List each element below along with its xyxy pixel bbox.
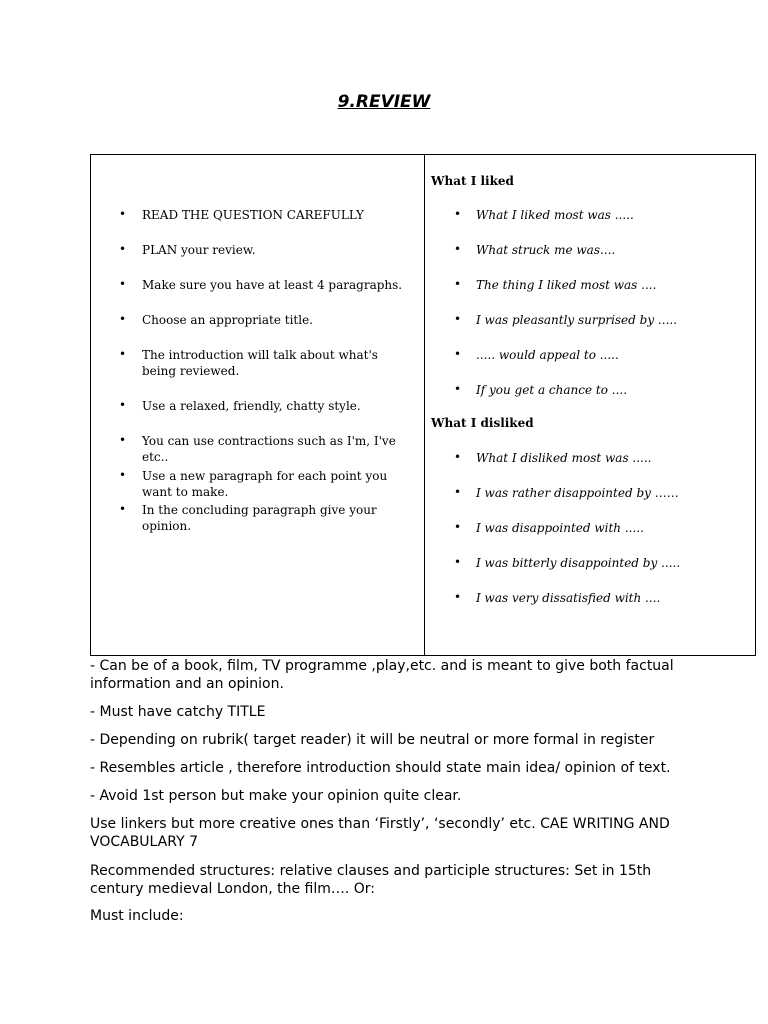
page-title: 9.REVIEW (337, 92, 431, 112)
liked-heading: What I liked (431, 174, 514, 188)
body-paragraph: Must include: (90, 908, 184, 924)
disliked-heading: What I disliked (431, 416, 534, 430)
body-paragraph: Recommended structures: relative clauses and participle structures: Set in 15th century medieval London, the film…. Or: (90, 863, 652, 897)
review-tips-table: • READ THE QUESTION CAREFULLY • PLAN your review. • Make sure you have at least 4 paragraphs. • Choose an appropriate title. • The introduction will talk about what's being reviewed. • Use a relaxed, friendly, chatty style. • You can use contractions such as I'm, I've etc.. • Use a new paragraph for each point you want to make. • In the concluding paragraph give your opinion. What I liked • What I liked most was ..... • What struck me was.... • The thing I liked most was .... • I was pleasantly surprised by ..... • ..... would appeal to ..... • If you get a chance to .... What I disliked • What I disliked most was ..... • I was rather disappointed by …… • I was disappointed with ..... • I was bitterly disappointed by ..... • I was very dissatisfied with .... (90, 154, 756, 656)
body-paragraph: Use linkers but more creative ones than ‘Firstly’, ‘secondly’ etc. CAE WRITING AND VOCABULARY 7 (90, 816, 670, 850)
body-paragraph: - Must have catchy TITLE (90, 704, 266, 720)
body-paragraph: - Depending on rubrik( target reader) it will be neutral or more formal in register (90, 732, 655, 748)
body-paragraph: - Resembles article , therefore introduction should state main idea/ opinion of text. (90, 760, 671, 776)
body-paragraph: - Avoid 1st person but make your opinion quite clear. (90, 788, 462, 804)
body-paragraph: - Can be of a book, film, TV programme ,play,etc. and is meant to give both factual information and an opinion. (90, 658, 674, 692)
column-divider (424, 155, 425, 655)
